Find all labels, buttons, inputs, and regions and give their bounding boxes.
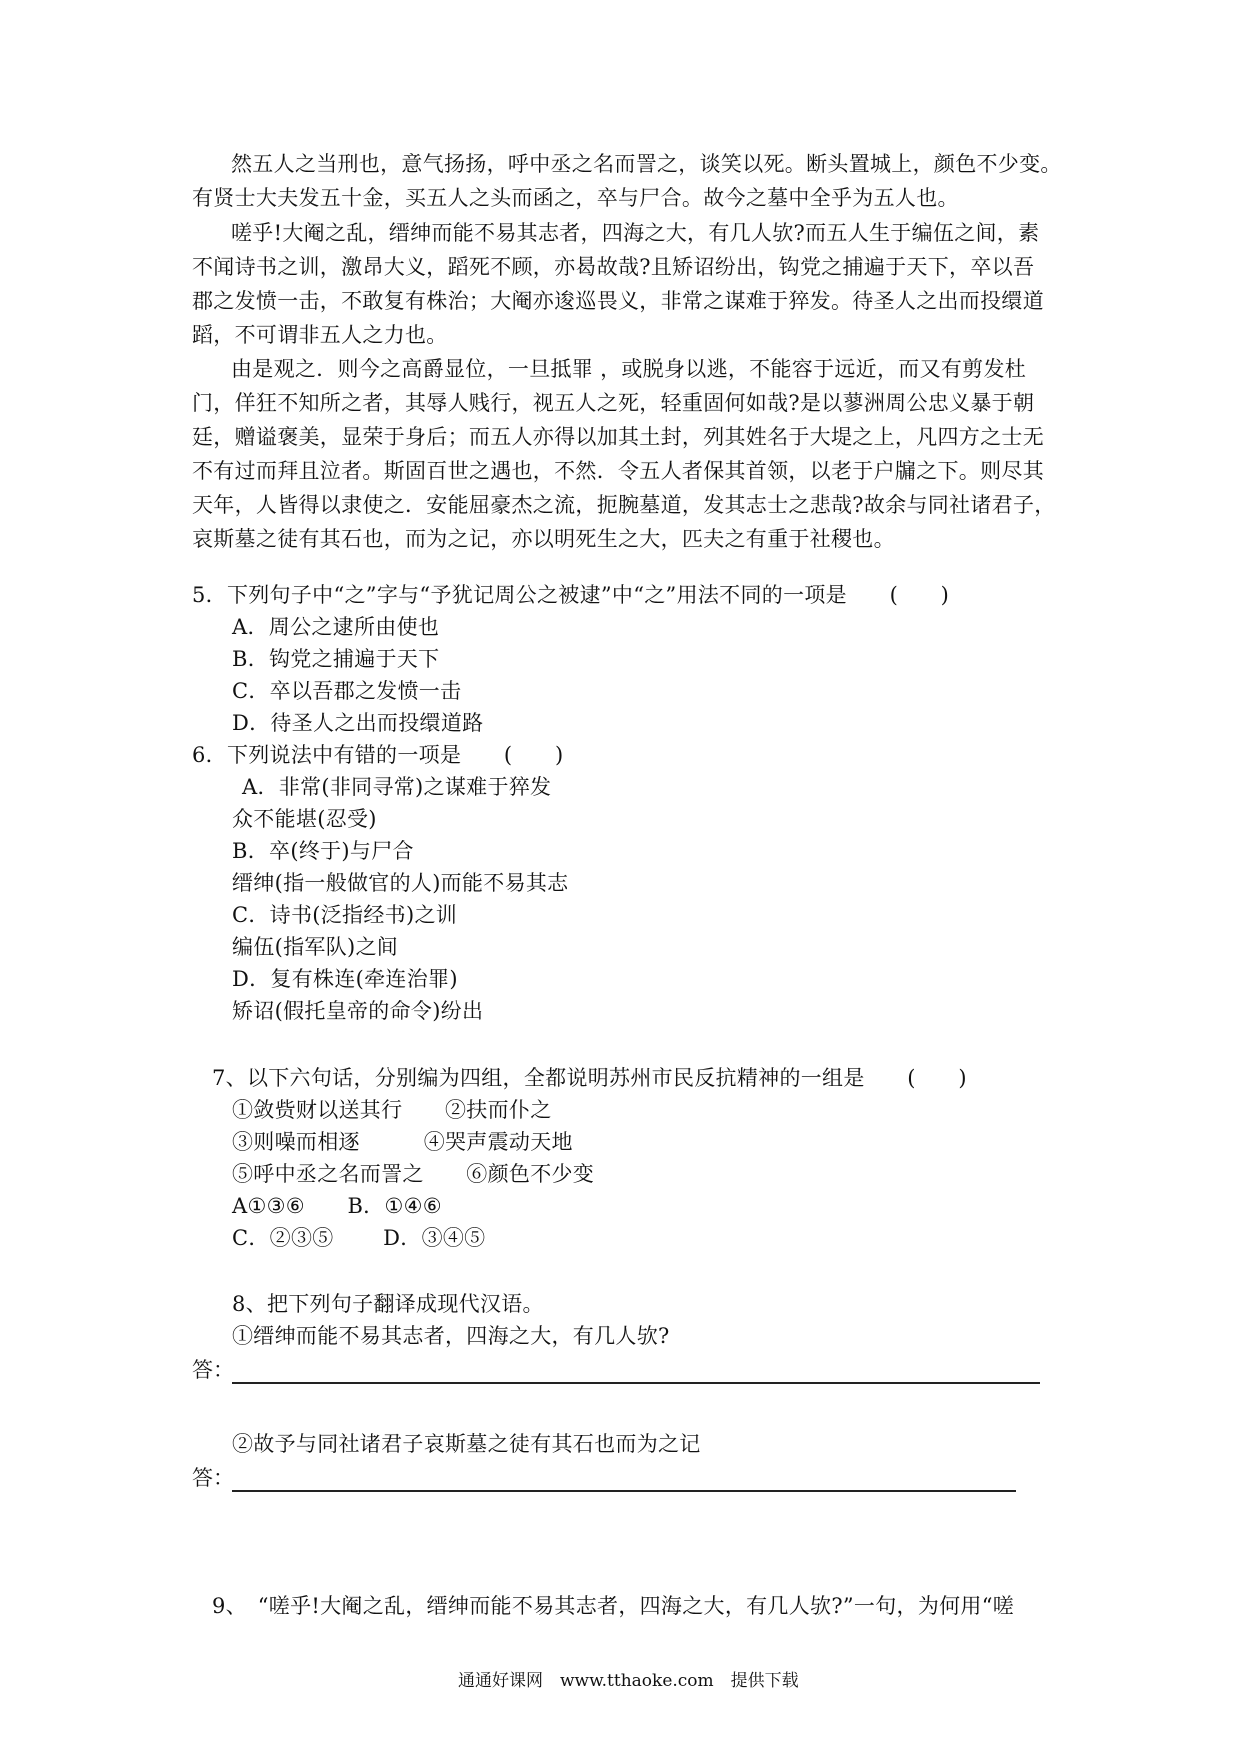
option-continued: 编伍(指军队)之间 (232, 935, 399, 959)
answer-label: 答： (192, 1466, 234, 1490)
passage-line: 蹈，不可谓非五人之力也。 (192, 323, 448, 347)
statement-row: ③则噪而相逐 ④哭声震动天地 (232, 1130, 573, 1154)
option: D．复有株连(牵连治罪) (232, 967, 458, 991)
sentence-to-translate: ②故予与同社诸君子哀斯墓之徒有其石也而为之记 (232, 1432, 701, 1456)
statement-row: ⑤呼中丞之名而詈之 ⑥颜色不少变 (232, 1162, 595, 1186)
question-stem: 5．下列句子中“之”字与“予犹记周公之被逮”中“之”用法不同的一项是 ( ) (192, 583, 950, 607)
passage-line: 天年，人皆得以隶使之．安能屈豪杰之流，扼腕墓道，发其志士之悲哉?故余与同社诸君子， (192, 493, 1056, 517)
statement-row: ①敛赀财以送其行 ②扶而仆之 (232, 1098, 552, 1122)
question-stem: 8、把下列句子翻译成现代汉语。 (232, 1292, 544, 1316)
passage-line: 然五人之当刑也，意气扬扬，呼中丞之名而詈之，谈笑以死。断头置城上，颜色不少变。 (231, 152, 1062, 176)
question-stem: 7、以下六句话，分别编为四组，全都说明苏州市民反抗精神的一组是 ( ) (212, 1066, 967, 1090)
passage-line: 嗟乎!大阉之乱，缙绅而能不易其志者，四海之大，有几人欤?而五人生于编伍之间，素 (231, 221, 1040, 245)
passage-line: 郡之发愤一击，不敢复有株治；大阉亦逡巡畏义，非常之谋难于猝发。待圣人之出而投缳道 (192, 289, 1044, 313)
question-stem: 6．下列说法中有错的一项是 ( ) (192, 743, 564, 767)
answer-line[interactable] (232, 1490, 1016, 1492)
passage-line: 由是观之．则今之高爵显位，一旦抵罪 ，或脱身以逃，不能容于远近，而又有剪发杜 (231, 357, 1027, 381)
passage-line: 门，佯狂不知所之者，其辱人贱行，视五人之死，轻重固何如哉?是以蓼洲周公忠义暴于朝 (192, 391, 1035, 415)
answer-label: 答： (192, 1358, 234, 1382)
passage-line: 不有过而拜且泣者。斯固百世之遇也，不然．令五人者保其首领，以老于户牖之下。则尽其 (192, 459, 1044, 483)
option: C．诗书(泛指经书)之训 (232, 903, 458, 927)
question-stem: 9、 “嗟乎!大阉之乱，缙绅而能不易其志者，四海之大，有几人欤?”一句，为何用“嗟 (212, 1594, 1015, 1618)
option: B．钩党之捕遍于天下 (232, 647, 440, 671)
option: A．非常(非同寻常)之谋难于猝发 (242, 775, 552, 799)
option: A．周公之逮所由使也 (232, 615, 440, 639)
option-row: A①③⑥ B．①④⑥ (232, 1194, 442, 1218)
passage-line: 哀斯墓之徒有其石也，而为之记，亦以明死生之大，匹夫之有重于社稷也。 (192, 527, 895, 551)
option-continued: 缙绅(指一般做官的人)而能不易其志 (232, 871, 569, 895)
option-continued: 众不能堪(忍受) (232, 807, 377, 831)
answer-line[interactable] (232, 1382, 1040, 1384)
passage-line: 有贤士大夫发五十金，买五人之头而函之，卒与尸合。故今之墓中全乎为五人也。 (192, 186, 959, 210)
option: B．卒(终于)与尸合 (232, 839, 414, 863)
option-row: C．②③⑤ D．③④⑤ (232, 1226, 486, 1250)
sentence-to-translate: ①缙绅而能不易其志者，四海之大，有几人欤? (232, 1324, 670, 1348)
option: D．待圣人之出而投缳道路 (232, 711, 484, 735)
option-continued: 矫诏(假托皇帝的命令)纷出 (232, 999, 484, 1023)
passage-line: 不闻诗书之训，激昂大义，蹈死不顾，亦曷故哉?且矫诏纷出，钩党之捕遍于天下，卒以吾 (192, 255, 1035, 279)
option: C．卒以吾郡之发愤一击 (232, 679, 462, 703)
page-footer: 通通好课网 www.tthaoke.com 提供下载 (458, 1671, 799, 1691)
passage-line: 廷，赠谥褒美，显荣于身后；而五人亦得以加其土封，列其姓名于大堤之上，凡四方之士无 (192, 425, 1044, 449)
